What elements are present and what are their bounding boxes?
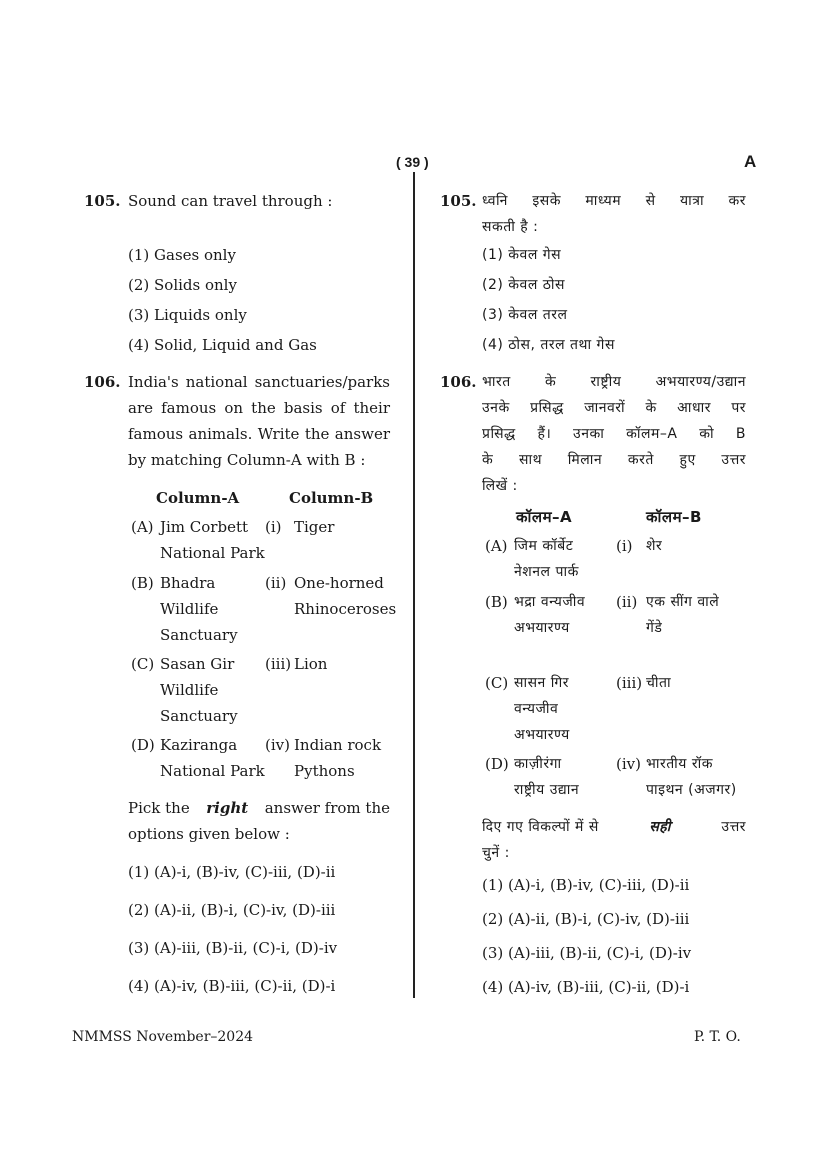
q105-option-4-en[interactable]: (4) Solid, Liquid and Gas: [128, 336, 317, 354]
q106-option-1-hi[interactable]: (1) (A)-i, (B)-iv, (C)-iii, (D)-ii: [482, 876, 690, 894]
q105-option-2-en[interactable]: (2) Solids only: [128, 276, 237, 294]
match-row-c-text-en: Sanctuary: [160, 707, 238, 725]
q105-number-en: 105.: [84, 192, 121, 210]
match-row-c-label-en: (C): [131, 655, 155, 673]
pick-instruction-line-2-en: options given below :: [128, 825, 290, 843]
match-row-c-text-hi: वन्यजीव: [514, 701, 559, 717]
pick-text-pre-en: Pick the: [128, 799, 190, 817]
q106-question-line-4-en: by matching Column-A with B :: [128, 451, 366, 469]
q105-question-line-1-hi: ध्वनि इसके माध्यम से यात्रा कर: [482, 193, 746, 209]
q106-option-4-en[interactable]: (4) (A)-iv, (B)-iii, (C)-ii, (D)-i: [128, 977, 336, 995]
column-b-header-en: Column-B: [289, 489, 374, 507]
q106-question-line-1-en: India's national sanctuaries/parks: [128, 373, 390, 391]
match-row-d-text-en: National Park: [160, 762, 265, 780]
q105-option-4-hi[interactable]: (4) ठोस, तरल तथा गेस: [482, 337, 615, 353]
q106-option-3-en[interactable]: (3) (A)-iii, (B)-ii, (C)-i, (D)-iv: [128, 939, 338, 957]
footer-exam-name: NMMSS November–2024: [72, 1029, 254, 1045]
match-row-b-text-hi: भद्रा वन्यजीव: [514, 594, 586, 610]
column-b-header-hi: कॉलम–B: [646, 508, 702, 526]
q105-question-en: Sound can travel through :: [128, 192, 333, 210]
match-row-iii-text-en: Lion: [294, 655, 328, 673]
pick-instruction-en: [128, 795, 390, 821]
q105-option-2-hi[interactable]: (2) केवल ठोस: [482, 277, 565, 293]
match-row-d-text-hi: काज़ीरंगा: [514, 756, 562, 772]
match-row-b-text-en: Sanctuary: [160, 626, 238, 644]
column-divider: [413, 172, 415, 998]
match-row-b-text-hi: अभयारण्य: [514, 620, 570, 636]
match-row-iv-text-hi: पाइथन (अजगर): [646, 782, 737, 798]
q105-option-3-en[interactable]: (3) Liquids only: [128, 306, 247, 324]
pick-text-bold-hi: सही: [649, 819, 671, 835]
q106-number-hi: 106.: [440, 373, 477, 391]
match-row-i-text-hi: शेर: [646, 538, 663, 554]
pick-instruction-hi: [482, 814, 746, 840]
match-row-a-label-en: (A): [131, 518, 154, 536]
q106-option-4-hi[interactable]: (4) (A)-iv, (B)-iii, (C)-ii, (D)-i: [482, 978, 690, 996]
pick-text-post-hi: उत्तर: [721, 819, 746, 835]
column-a-header-hi: कॉलम–A: [516, 508, 573, 526]
page-number: ( 39 ): [396, 154, 429, 170]
match-row-ii-label-hi: (ii): [616, 593, 638, 611]
match-row-iii-label-en: (iii): [265, 655, 292, 673]
match-row-c-text-en: Wildlife: [160, 681, 219, 699]
match-row-iv-text-en: Pythons: [294, 762, 355, 780]
match-row-i-text-en: Tiger: [294, 518, 335, 536]
match-row-ii-text-hi: एक सींग वाले: [646, 594, 720, 610]
q106-option-2-en[interactable]: (2) (A)-ii, (B)-i, (C)-iv, (D)-iii: [128, 901, 336, 919]
q106-option-2-hi[interactable]: (2) (A)-ii, (B)-i, (C)-iv, (D)-iii: [482, 910, 690, 928]
q106-question-line-2-en: are famous on the basis of their: [128, 399, 390, 417]
match-row-iv-label-hi: (iv): [616, 755, 641, 773]
match-row-c-text-en: Sasan Gir: [160, 655, 235, 673]
match-row-a-text-hi: नेशनल पार्क: [514, 564, 579, 580]
q106-option-1-en[interactable]: (1) (A)-i, (B)-iv, (C)-iii, (D)-ii: [128, 863, 336, 881]
pick-text-post-en: answer from the: [264, 799, 390, 817]
match-row-d-text-hi: राष्ट्रीय उद्यान: [514, 782, 580, 798]
q105-option-1-en[interactable]: (1) Gases only: [128, 246, 236, 264]
q105-option-3-hi[interactable]: (3) केवल तरल: [482, 307, 568, 323]
match-row-ii-text-en: Rhinoceroses: [294, 600, 397, 618]
match-row-ii-text-hi: गेंडे: [646, 620, 663, 636]
match-row-iv-text-en: Indian rock: [294, 736, 382, 754]
match-row-a-label-hi: (A): [485, 537, 508, 555]
match-row-d-text-en: Kaziranga: [160, 736, 238, 754]
pick-instruction-line-2-hi: चुनें :: [482, 845, 510, 861]
pick-text-bold-en: right: [206, 799, 249, 817]
q106-question-line-3-en: famous animals. Write the answer: [128, 425, 390, 443]
match-row-d-label-en: (D): [131, 736, 155, 754]
match-row-iv-text-hi: भारतीय रॉक: [646, 756, 713, 772]
match-row-c-text-hi: सासन गिर: [514, 675, 570, 691]
match-row-iii-label-hi: (iii): [616, 674, 643, 692]
q105-question-line-2-hi: सकती है :: [482, 219, 539, 235]
match-row-b-label-hi: (B): [485, 593, 508, 611]
q106-question-line-1-hi: भारत के राष्ट्रीय अभयारण्य/उद्यान: [482, 374, 746, 390]
match-row-d-label-hi: (D): [485, 755, 509, 773]
series-label: A: [744, 152, 757, 171]
match-row-iii-text-hi: चीता: [646, 675, 672, 691]
match-row-ii-text-en: One-horned: [294, 574, 384, 592]
match-row-a-text-hi: जिम कॉर्बेट: [514, 538, 574, 554]
match-row-iv-label-en: (iv): [265, 736, 290, 754]
match-row-c-text-hi: अभयारण्य: [514, 727, 570, 743]
q105-option-1-hi[interactable]: (1) केवल गेस: [482, 247, 562, 263]
column-a-header-en: Column-A: [156, 489, 240, 507]
match-row-b-text-en: Bhadra: [160, 574, 216, 592]
q105-number-hi: 105.: [440, 192, 477, 210]
match-row-a-text-en: Jim Corbett: [160, 518, 249, 536]
q106-option-3-hi[interactable]: (3) (A)-iii, (B)-ii, (C)-i, (D)-iv: [482, 944, 692, 962]
q106-question-line-5-hi: लिखें :: [482, 478, 518, 494]
match-row-b-text-en: Wildlife: [160, 600, 219, 618]
footer-pto: P. T. O.: [694, 1029, 741, 1045]
match-row-a-text-en: National Park: [160, 544, 265, 562]
pick-text-pre-hi: दिए गए विकल्पों में से: [482, 819, 599, 835]
match-row-ii-label-en: (ii): [265, 574, 287, 592]
q106-question-line-4-hi: के साथ मिलान करते हुए उत्तर: [482, 452, 746, 468]
q106-number-en: 106.: [84, 373, 121, 391]
q106-question-line-3-hi: प्रसिद्ध हैं। उनका कॉलम–A को B: [482, 426, 746, 442]
match-row-i-label-hi: (i): [616, 537, 633, 555]
match-row-i-label-en: (i): [265, 518, 282, 536]
match-row-b-label-en: (B): [131, 574, 154, 592]
match-row-c-label-hi: (C): [485, 674, 509, 692]
q106-question-line-2-hi: उनके प्रसिद्ध जानवरों के आधार पर: [482, 400, 746, 416]
